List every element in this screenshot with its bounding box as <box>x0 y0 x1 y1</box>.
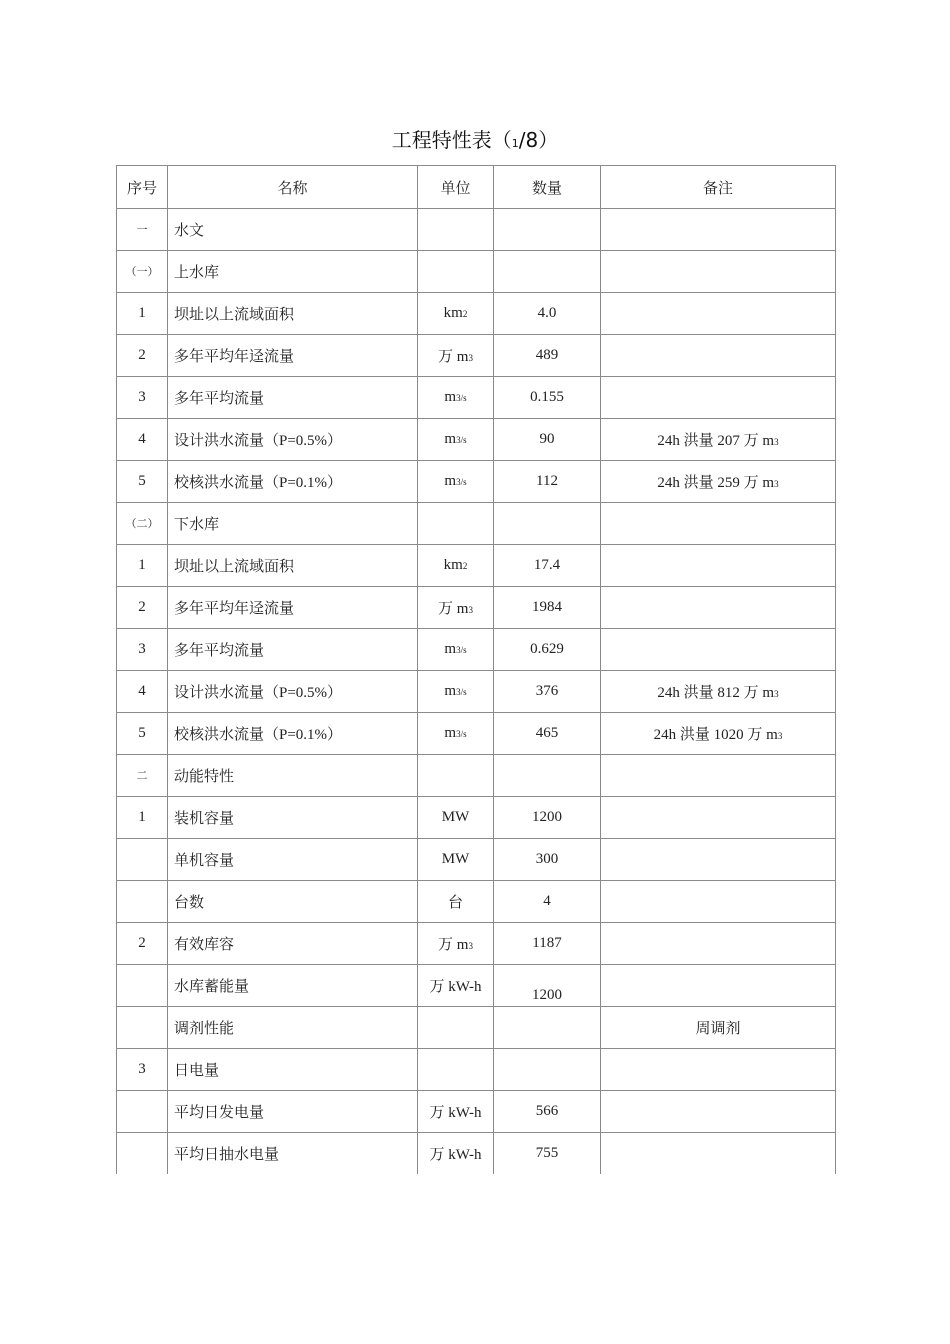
row-seq <box>117 1091 168 1133</box>
row-note <box>601 1007 836 1049</box>
unit-superscript: 2 <box>462 561 468 571</box>
row-seq <box>117 1133 168 1175</box>
seq-text: 2 <box>138 599 146 615</box>
row-seq <box>117 629 168 671</box>
row-note <box>601 965 836 1007</box>
row-qty <box>494 587 601 629</box>
row-unit <box>418 503 494 545</box>
qty-text: 566 <box>535 1103 559 1119</box>
row-name <box>168 713 418 755</box>
row-qty <box>494 293 601 335</box>
table-row <box>117 251 836 293</box>
row-unit <box>418 797 494 839</box>
page-title <box>0 124 950 153</box>
name-text: 台数 <box>174 895 205 911</box>
row-unit <box>418 461 494 503</box>
row-seq <box>117 713 168 755</box>
row-qty <box>494 839 601 881</box>
name-text: 设计洪水流量（P=0.5%） <box>174 433 343 449</box>
row-unit <box>418 335 494 377</box>
qty-text: 0.629 <box>530 641 564 657</box>
table-row <box>117 923 836 965</box>
unit-text: m <box>444 725 457 741</box>
name-text: 多年平均年迳流量 <box>174 349 295 365</box>
row-unit <box>418 839 494 881</box>
note-text: 24h 洪量 259 万 m <box>657 475 775 491</box>
row-seq <box>117 377 168 419</box>
seq-text: 2 <box>138 935 146 951</box>
row-unit <box>418 377 494 419</box>
row-unit <box>418 629 494 671</box>
row-note <box>601 839 836 881</box>
table-body <box>117 209 836 1175</box>
name-text: 调剂性能 <box>174 1021 235 1037</box>
unit-superscript: 3/s <box>456 435 467 445</box>
seq-text: 3 <box>138 1061 146 1077</box>
row-qty <box>494 377 601 419</box>
row-seq <box>117 671 168 713</box>
unit-text: 万 m <box>438 937 469 953</box>
table-row <box>117 587 836 629</box>
qty-text: 376 <box>535 683 559 699</box>
row-unit <box>418 1133 494 1175</box>
row-qty <box>494 251 601 293</box>
engineering-characteristics-table <box>116 165 836 1174</box>
row-unit <box>418 881 494 923</box>
name-text: 有效库容 <box>174 937 235 953</box>
row-note <box>601 1133 836 1175</box>
row-unit <box>418 965 494 1007</box>
seq-text: 5 <box>138 473 146 489</box>
name-text: 坝址以上流域面积 <box>174 559 295 575</box>
row-unit <box>418 251 494 293</box>
row-note <box>601 419 836 461</box>
row-unit <box>418 419 494 461</box>
unit-text: 台 <box>447 895 463 911</box>
row-qty <box>494 713 601 755</box>
col-header-seq: 序号 <box>117 166 168 209</box>
row-seq <box>117 839 168 881</box>
unit-text: m <box>444 389 457 405</box>
row-name <box>168 1091 418 1133</box>
row-name <box>168 419 418 461</box>
row-qty <box>494 503 601 545</box>
row-qty <box>494 629 601 671</box>
note-text: 24h 洪量 1020 万 m <box>653 727 778 743</box>
row-seq <box>117 965 168 1007</box>
unit-text: km <box>443 557 463 573</box>
title-page-number: 1 <box>511 137 519 150</box>
table-row <box>117 839 836 881</box>
row-note <box>601 293 836 335</box>
row-qty <box>494 1133 601 1175</box>
row-unit <box>418 755 494 797</box>
qty-text: 1984 <box>532 599 562 615</box>
row-name <box>168 209 418 251</box>
seq-text: 3 <box>138 641 146 657</box>
unit-text: km <box>443 305 463 321</box>
unit-text: m <box>444 641 457 657</box>
row-seq <box>117 587 168 629</box>
col-header-name: 名称 <box>168 166 418 209</box>
qty-text: 4 <box>543 893 551 909</box>
row-qty <box>494 1007 601 1049</box>
table-row <box>117 545 836 587</box>
row-qty <box>494 419 601 461</box>
row-seq <box>117 209 168 251</box>
table-row <box>117 797 836 839</box>
row-name <box>168 251 418 293</box>
row-name <box>168 293 418 335</box>
row-seq <box>117 797 168 839</box>
row-note <box>601 713 836 755</box>
qty-text: 489 <box>535 347 559 363</box>
table-row <box>117 293 836 335</box>
table-row <box>117 965 836 1007</box>
row-name <box>168 1049 418 1091</box>
row-name <box>168 545 418 587</box>
seq-text: 1 <box>138 305 146 321</box>
row-qty <box>494 881 601 923</box>
col-header-unit: 单位 <box>418 166 494 209</box>
row-note <box>601 251 836 293</box>
qty-text: 0.155 <box>530 389 564 405</box>
row-unit <box>418 713 494 755</box>
name-text: 多年平均流量 <box>174 391 265 407</box>
row-note <box>601 1091 836 1133</box>
unit-text: m <box>444 473 457 489</box>
seq-text: 1 <box>138 809 146 825</box>
table-row <box>117 755 836 797</box>
table-row <box>117 335 836 377</box>
name-text: 多年平均年迳流量 <box>174 601 295 617</box>
table-row <box>117 461 836 503</box>
unit-text: 万 kW-h <box>429 979 482 995</box>
seq-text: 2 <box>138 347 146 363</box>
row-unit <box>418 545 494 587</box>
unit-superscript: 3/s <box>456 393 467 403</box>
row-note <box>601 797 836 839</box>
row-name <box>168 839 418 881</box>
row-name <box>168 923 418 965</box>
row-qty <box>494 1049 601 1091</box>
name-text: 日电量 <box>174 1063 220 1079</box>
name-text: 动能特性 <box>174 769 235 785</box>
row-unit <box>418 1049 494 1091</box>
row-unit <box>418 587 494 629</box>
name-text: 上水库 <box>174 265 220 281</box>
note-text: 周调剂 <box>695 1021 741 1037</box>
seq-text: 3 <box>138 389 146 405</box>
qty-text: 1187 <box>532 935 562 951</box>
unit-superscript: 2 <box>462 309 468 319</box>
row-name <box>168 335 418 377</box>
name-text: 坝址以上流域面积 <box>174 307 295 323</box>
row-seq <box>117 335 168 377</box>
unit-superscript: 3/s <box>456 729 467 739</box>
row-qty <box>494 923 601 965</box>
qty-text: 465 <box>535 725 559 741</box>
row-note <box>601 335 836 377</box>
qty-text: 755 <box>535 1145 559 1161</box>
row-note <box>601 503 836 545</box>
name-text: 单机容量 <box>174 853 235 869</box>
row-qty <box>494 545 601 587</box>
row-note <box>601 881 836 923</box>
seq-text: 4 <box>138 431 146 447</box>
row-seq <box>117 503 168 545</box>
table-row <box>117 209 836 251</box>
table-header-row <box>117 166 836 209</box>
row-name <box>168 503 418 545</box>
row-qty <box>494 335 601 377</box>
unit-text: MW <box>441 809 470 825</box>
col-header-qty: 数量 <box>494 166 601 209</box>
row-name <box>168 587 418 629</box>
qty-text: 90 <box>539 431 555 447</box>
row-unit <box>418 293 494 335</box>
row-name <box>168 377 418 419</box>
name-text: 装机容量 <box>174 811 235 827</box>
row-seq <box>117 923 168 965</box>
row-note <box>601 923 836 965</box>
col-header-note: 备注 <box>601 166 836 209</box>
qty-text: 300 <box>535 851 559 867</box>
unit-text: m <box>444 431 457 447</box>
note-text: 24h 洪量 207 万 m <box>657 433 775 449</box>
row-note <box>601 209 836 251</box>
table-row <box>117 1049 836 1091</box>
name-text: 水库蓄能量 <box>174 979 250 995</box>
row-seq <box>117 251 168 293</box>
row-name <box>168 1133 418 1175</box>
row-qty <box>494 755 601 797</box>
unit-superscript: 3/s <box>456 645 467 655</box>
unit-superscript: 3 <box>468 353 473 363</box>
name-text: 设计洪水流量（P=0.5%） <box>174 685 343 701</box>
row-seq <box>117 419 168 461</box>
row-note <box>601 545 836 587</box>
row-qty <box>494 461 601 503</box>
row-seq <box>117 461 168 503</box>
row-name <box>168 797 418 839</box>
qty-text: 17.4 <box>533 557 561 573</box>
row-qty <box>494 1091 601 1133</box>
row-name <box>168 965 418 1007</box>
note-text: 24h 洪量 812 万 m <box>657 685 775 701</box>
name-text: 平均日抽水电量 <box>174 1147 280 1163</box>
note-superscript: 3 <box>777 731 783 741</box>
row-note <box>601 629 836 671</box>
row-unit <box>418 1091 494 1133</box>
row-note <box>601 377 836 419</box>
unit-text: m <box>444 683 457 699</box>
row-unit <box>418 209 494 251</box>
row-unit <box>418 923 494 965</box>
row-seq <box>117 293 168 335</box>
qty-text: 1200 <box>532 987 562 1003</box>
seq-text: （一） <box>125 265 159 278</box>
row-unit <box>418 671 494 713</box>
row-seq <box>117 545 168 587</box>
unit-superscript: 3/s <box>456 477 467 487</box>
qty-text: 112 <box>536 473 558 489</box>
row-name <box>168 1007 418 1049</box>
name-text: 水文 <box>174 223 205 239</box>
table-row <box>117 1007 836 1049</box>
unit-superscript: 3/s <box>456 687 467 697</box>
table-row <box>117 419 836 461</box>
row-qty <box>494 797 601 839</box>
row-unit <box>418 1007 494 1049</box>
row-note <box>601 587 836 629</box>
name-text: 校核洪水流量（P=0.1%） <box>174 475 343 491</box>
table-row <box>117 881 836 923</box>
unit-superscript: 3 <box>468 941 473 951</box>
name-text: 平均日发电量 <box>174 1105 265 1121</box>
unit-text: 万 kW-h <box>429 1147 482 1163</box>
table-row <box>117 377 836 419</box>
name-text: 下水库 <box>174 517 220 533</box>
row-name <box>168 461 418 503</box>
row-seq <box>117 1007 168 1049</box>
unit-text: 万 m <box>438 601 469 617</box>
seq-text: （二） <box>125 517 159 530</box>
seq-text: 5 <box>138 725 146 741</box>
row-name <box>168 881 418 923</box>
row-note <box>601 755 836 797</box>
table-row <box>117 713 836 755</box>
note-superscript: 3 <box>774 479 779 489</box>
seq-text: 二 <box>136 769 148 782</box>
name-text: 校核洪水流量（P=0.1%） <box>174 727 343 743</box>
seq-text: 一 <box>136 223 148 236</box>
row-qty <box>494 965 601 1007</box>
seq-text: 4 <box>138 683 146 699</box>
unit-text: 万 kW-h <box>429 1105 482 1121</box>
row-name <box>168 629 418 671</box>
row-qty <box>494 209 601 251</box>
unit-text: MW <box>441 851 470 867</box>
row-seq <box>117 881 168 923</box>
qty-text: 4.0 <box>537 305 557 321</box>
row-seq <box>117 1049 168 1091</box>
name-text: 多年平均流量 <box>174 643 265 659</box>
row-name <box>168 671 418 713</box>
unit-text: 万 m <box>438 349 469 365</box>
table-row <box>117 1133 836 1175</box>
title-rest: /8） <box>518 128 559 152</box>
title-main: 工程特性表（ <box>391 128 512 152</box>
row-qty <box>494 671 601 713</box>
table-row <box>117 1091 836 1133</box>
qty-text: 1200 <box>532 809 562 825</box>
table-row <box>117 629 836 671</box>
row-note <box>601 1049 836 1091</box>
unit-superscript: 3 <box>468 605 473 615</box>
row-note <box>601 461 836 503</box>
seq-text: 1 <box>138 557 146 573</box>
note-superscript: 3 <box>774 437 779 447</box>
note-superscript: 3 <box>774 689 779 699</box>
row-name <box>168 755 418 797</box>
row-seq <box>117 755 168 797</box>
table-row <box>117 503 836 545</box>
table-row <box>117 671 836 713</box>
row-note <box>601 671 836 713</box>
